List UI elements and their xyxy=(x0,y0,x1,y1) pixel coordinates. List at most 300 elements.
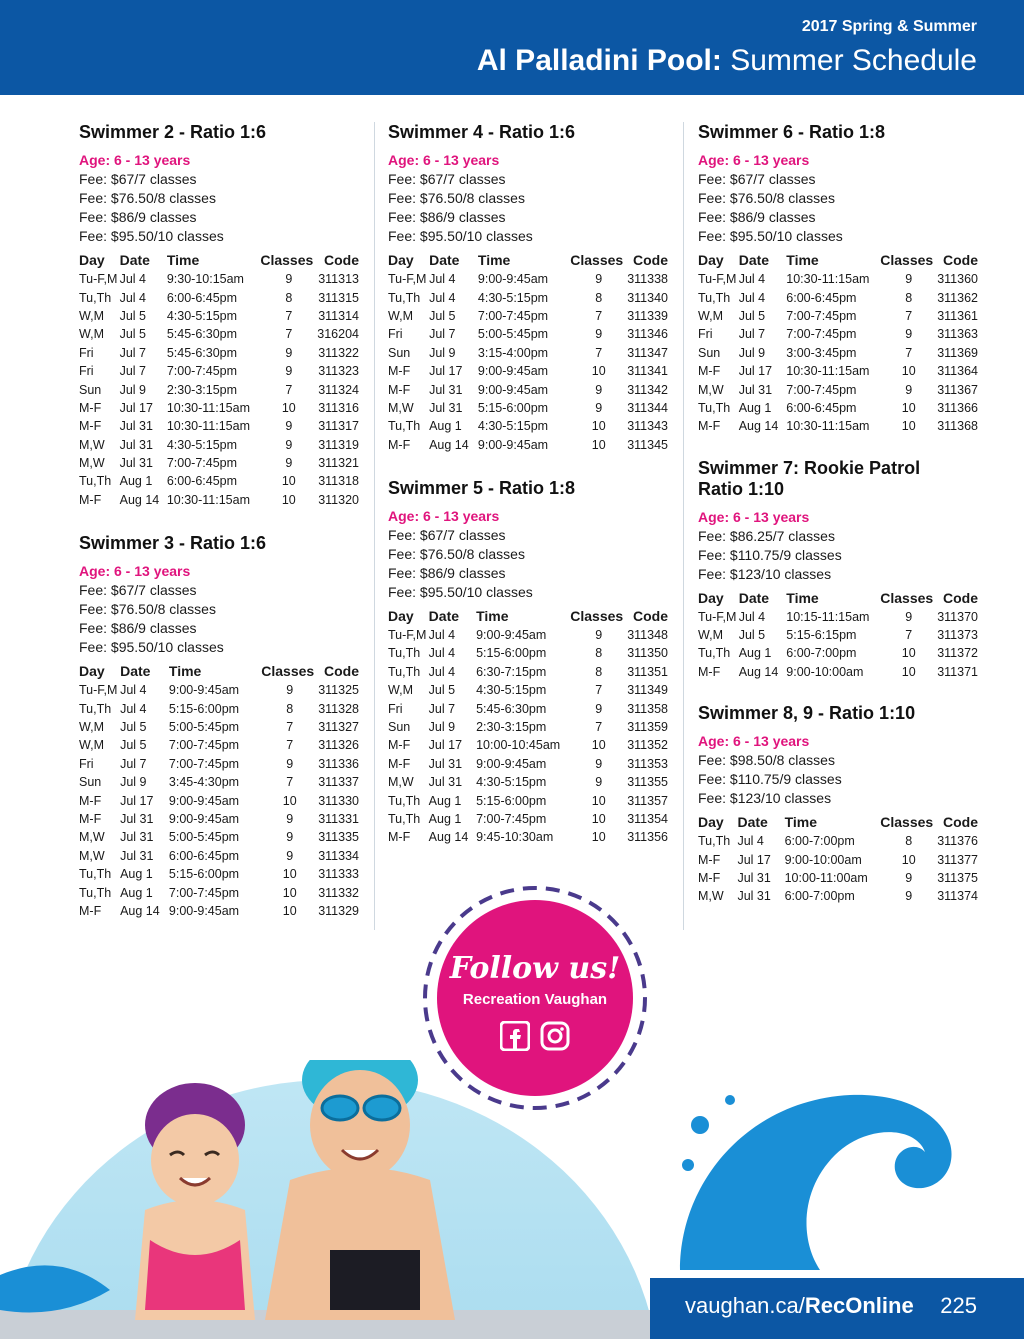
cell-code: 311367 xyxy=(937,382,978,397)
section-title xyxy=(698,458,978,500)
cell-code: 311314 xyxy=(318,308,359,323)
cell-code: 311342 xyxy=(627,382,668,397)
table-row xyxy=(388,344,668,362)
fee-line: Fee: $76.50/8 classes xyxy=(388,545,525,562)
cell-code: 311364 xyxy=(937,364,978,379)
cell-code: 316204 xyxy=(317,327,359,342)
cell-date: Jul 9 xyxy=(429,345,456,360)
cell-classes: 8 xyxy=(905,290,913,305)
fee-line: Fee: $86/9 classes xyxy=(79,209,197,225)
cell-classes: 7 xyxy=(905,628,913,643)
cell-time: 7:00-7:45pm xyxy=(476,812,547,826)
cell-time: 9:00-10:00am xyxy=(786,664,864,679)
table-header-row xyxy=(698,812,978,832)
cell-code: 311343 xyxy=(627,419,668,434)
table-row xyxy=(698,832,978,850)
table-header-row xyxy=(79,250,359,270)
cell-time: 3:45-4:30pm xyxy=(168,775,240,790)
cell-date: Jul 4 xyxy=(119,290,147,305)
cell-day: M-F xyxy=(79,492,102,507)
cell-classes: 9 xyxy=(595,775,603,790)
cell-date: Jul 4 xyxy=(738,272,766,287)
age-range: Age: 6 - 13 years xyxy=(698,152,810,168)
cell-classes: 10 xyxy=(591,738,606,753)
cell-day: M-F xyxy=(388,738,411,753)
cell-day: Fri xyxy=(388,327,403,342)
cell-code: 311355 xyxy=(627,775,668,790)
table-row xyxy=(79,307,359,325)
table-row xyxy=(79,773,359,791)
cell-date: Aug 14 xyxy=(120,903,160,918)
cell-time: 6:00-6:45pm xyxy=(786,400,857,415)
table-row xyxy=(79,718,359,736)
cell-time: 4:30-5:15pm xyxy=(476,683,547,698)
cell-day: Tu,Th xyxy=(79,885,112,900)
cell-code: 311344 xyxy=(627,400,668,415)
cell-classes: 9 xyxy=(595,382,603,397)
table-row xyxy=(79,491,359,509)
cell-day: Tu,Th xyxy=(698,290,731,305)
table-row xyxy=(79,288,359,306)
cell-classes: 7 xyxy=(595,720,603,735)
cell-day: Sun xyxy=(388,720,411,735)
table-row xyxy=(698,887,978,905)
cell-time: 5:15-6:00pm xyxy=(477,400,549,415)
cell-classes: 9 xyxy=(286,830,294,845)
cell-time: 9:00-9:45am xyxy=(168,793,240,808)
cell-day: Sun xyxy=(79,775,102,790)
section-title xyxy=(388,122,668,143)
cell-classes: 10 xyxy=(901,364,916,379)
fee-line: Fee: $86.25/7 classes xyxy=(698,527,835,544)
cell-time: 6:00-6:45pm xyxy=(786,290,857,305)
cell-classes: 7 xyxy=(286,720,294,735)
column-header-code: Code xyxy=(943,252,978,268)
section-title-line: Swimmer 7: Rookie Patrol xyxy=(698,457,921,478)
cell-date: Jul 5 xyxy=(119,327,147,342)
cell-code: 311322 xyxy=(318,345,359,360)
page-title xyxy=(477,44,977,78)
table-row xyxy=(698,362,978,380)
cell-day: M,W xyxy=(79,437,105,452)
table-row xyxy=(698,663,978,681)
cell-code: 311330 xyxy=(318,793,359,808)
cell-day: W,M xyxy=(79,720,104,735)
fee-line: Fee: $67/7 classes xyxy=(388,526,506,543)
column-header-code: Code xyxy=(633,252,668,268)
cell-code: 311340 xyxy=(627,290,668,305)
table-row xyxy=(79,755,359,773)
age-range: Age: 6 - 13 years xyxy=(388,507,500,524)
column-divider xyxy=(683,122,684,930)
cell-date: Jul 17 xyxy=(738,364,773,379)
table-row xyxy=(388,307,668,325)
table-row xyxy=(698,288,978,306)
age-range: Age: 6 - 13 years xyxy=(79,563,191,580)
column-header-code: Code xyxy=(633,607,668,624)
cell-time: 7:00-7:45pm xyxy=(168,885,240,900)
cell-date: Jul 5 xyxy=(429,308,456,323)
cell-day: Tu,Th xyxy=(698,834,731,849)
column-header-time: Time xyxy=(786,252,819,268)
table-row xyxy=(388,270,668,288)
cell-time: 9:00-9:45am xyxy=(477,272,549,287)
cell-date: Aug 1 xyxy=(428,812,462,826)
cell-code: 311359 xyxy=(627,720,668,735)
column-header-time: Time xyxy=(168,663,202,680)
cell-date: Jul 31 xyxy=(119,456,153,471)
cell-date: Jul 4 xyxy=(429,290,456,305)
section-title-line-2: Ratio 1:10 xyxy=(698,478,785,499)
cell-code: 311374 xyxy=(937,889,978,904)
cell-date: Jul 9 xyxy=(120,775,147,790)
cell-code: 311324 xyxy=(318,382,359,397)
fee-line: Fee: $86/9 classes xyxy=(79,620,197,637)
cell-date: Jul 4 xyxy=(738,609,766,624)
section-title-line: Swimmer 2 - Ratio 1:6 xyxy=(79,122,267,142)
cell-date: Aug 14 xyxy=(428,830,469,845)
cell-classes: 10 xyxy=(901,664,916,679)
table-row xyxy=(79,380,359,398)
column-header-day: Day xyxy=(698,252,724,268)
section-title xyxy=(79,122,359,143)
cell-time: 5:15-6:15pm xyxy=(786,628,857,643)
column-1 xyxy=(79,122,359,942)
cell-date: Jul 9 xyxy=(738,345,766,360)
column-header-classes: Classes xyxy=(261,663,315,680)
cell-time: 2:30-3:15pm xyxy=(476,720,547,735)
table-row xyxy=(79,399,359,417)
table-row xyxy=(698,644,978,662)
cell-code: 311339 xyxy=(627,308,668,323)
cell-date: Jul 17 xyxy=(119,400,153,415)
cell-classes: 8 xyxy=(905,834,913,849)
table-row xyxy=(79,810,359,828)
table-row xyxy=(79,681,359,699)
table-row xyxy=(388,810,668,828)
table-row xyxy=(698,270,978,288)
table-row xyxy=(388,736,668,754)
title-bold: Al Palladini Pool: xyxy=(476,44,722,77)
cell-day: Tu-F,M xyxy=(698,609,737,624)
cell-code: 311347 xyxy=(627,345,668,360)
cell-day: M-F xyxy=(79,419,102,434)
cell-date: Jul 31 xyxy=(737,871,771,886)
table-row xyxy=(388,718,668,736)
cell-day: M,W xyxy=(698,889,724,904)
cell-date: Jul 7 xyxy=(429,327,456,342)
cell-date: Jul 5 xyxy=(738,308,766,323)
class-section xyxy=(388,122,668,454)
cell-time: 10:00-11:00am xyxy=(784,871,868,886)
table-header-row xyxy=(698,588,978,608)
cell-code: 311336 xyxy=(318,756,359,771)
fee-line: Fee: $76.50/8 classes xyxy=(388,190,525,206)
cell-day: Tu-F,M xyxy=(388,628,427,643)
table-row xyxy=(698,325,978,343)
table-row xyxy=(698,344,978,362)
cell-classes: 9 xyxy=(286,756,294,771)
cell-time: 5:15-6:00pm xyxy=(476,793,547,808)
schedule-table xyxy=(698,250,978,436)
cell-day: Tu,Th xyxy=(388,419,421,434)
cell-day: W,M xyxy=(698,308,723,323)
column-header-classes: Classes xyxy=(570,607,624,624)
cell-day: Tu,Th xyxy=(79,290,112,305)
table-row xyxy=(388,663,668,681)
cell-code: 311352 xyxy=(627,738,668,753)
column-2 xyxy=(388,122,668,869)
cell-time: 10:30-11:15am xyxy=(786,419,870,434)
cell-time: 10:30-11:15am xyxy=(786,364,870,379)
cell-day: W,M xyxy=(388,308,413,323)
footer-url[interactable] xyxy=(685,1293,914,1319)
cell-day: Sun xyxy=(388,345,411,360)
column-header-time: Time xyxy=(784,814,818,831)
schedule-table xyxy=(388,606,668,847)
section-title-line: Swimmer 6 - Ratio 1:8 xyxy=(698,122,886,142)
cell-code: 311375 xyxy=(937,871,978,886)
cell-code: 311327 xyxy=(318,720,359,735)
cell-code: 311332 xyxy=(318,885,359,900)
cell-date: Aug 1 xyxy=(429,419,462,434)
cell-time: 5:15-6:00pm xyxy=(168,701,240,716)
fee-line: Fee: $76.50/8 classes xyxy=(79,190,216,206)
cell-date: Jul 31 xyxy=(737,889,771,904)
cell-classes: 10 xyxy=(901,419,916,434)
column-header-date: Date xyxy=(737,814,768,831)
cell-day: Tu-F,M xyxy=(79,683,118,698)
cell-time: 9:00-9:45am xyxy=(168,903,240,918)
cell-time: 4:30-5:15pm xyxy=(477,419,549,434)
cell-date: Jul 31 xyxy=(428,775,463,790)
cell-code: 311372 xyxy=(937,646,978,661)
cell-time: 9:00-9:45am xyxy=(168,812,240,826)
schedule-table xyxy=(698,588,978,682)
table-row xyxy=(698,399,978,417)
cell-date: Aug 1 xyxy=(428,793,462,808)
cell-code: 311376 xyxy=(937,834,978,849)
table-row xyxy=(79,828,359,846)
cell-date: Aug 1 xyxy=(738,400,772,415)
cell-date: Jul 31 xyxy=(429,400,463,415)
table-row xyxy=(79,699,359,717)
cell-date: Jul 31 xyxy=(429,382,463,397)
cell-time: 9:00-9:45am xyxy=(477,382,549,397)
cell-day: M-F xyxy=(388,382,411,397)
table-header-row xyxy=(388,606,668,626)
cell-date: Jul 5 xyxy=(120,720,147,735)
column-header-day: Day xyxy=(698,814,724,831)
cell-date: Jul 7 xyxy=(119,345,147,360)
table-row xyxy=(79,325,359,343)
cell-date: Jul 5 xyxy=(120,738,147,753)
age-range: Age: 6 - 13 years xyxy=(388,152,500,168)
cell-time: 5:00-5:45pm xyxy=(477,327,549,342)
table-row xyxy=(79,362,359,380)
table-row xyxy=(388,362,668,380)
fee-line: Fee: $95.50/10 classes xyxy=(79,228,224,244)
cell-day: W,M xyxy=(79,327,104,342)
cell-classes: 9 xyxy=(285,437,293,452)
instagram-icon[interactable] xyxy=(540,1021,570,1051)
cell-day: M-F xyxy=(79,903,102,918)
cell-classes: 10 xyxy=(591,812,606,826)
table-row xyxy=(388,791,668,809)
table-row xyxy=(388,626,668,644)
cell-day: Sun xyxy=(698,345,721,360)
fee-line: Fee: $76.50/8 classes xyxy=(698,190,835,206)
cell-code: 311319 xyxy=(318,437,359,452)
cell-date: Jul 17 xyxy=(428,738,463,753)
cell-classes: 10 xyxy=(282,793,297,808)
class-section xyxy=(79,122,359,509)
table-header-row xyxy=(388,250,668,270)
table-row xyxy=(79,736,359,754)
table-header-row xyxy=(79,661,359,681)
cell-day: W,M xyxy=(79,738,104,753)
cell-classes: 9 xyxy=(285,419,293,434)
cell-classes: 9 xyxy=(595,756,603,771)
table-row xyxy=(388,288,668,306)
cell-code: 311329 xyxy=(318,903,359,918)
column-header-time: Time xyxy=(786,589,819,606)
cell-code: 311346 xyxy=(627,327,668,342)
cell-code: 311349 xyxy=(627,683,668,698)
cell-date: Aug 14 xyxy=(429,437,469,452)
fee-line: Fee: $95.50/10 classes xyxy=(698,228,843,244)
fee-line: Fee: $110.75/9 classes xyxy=(698,546,842,563)
table-row xyxy=(388,755,668,773)
footer-url-bold: RecOnline xyxy=(804,1293,914,1318)
column-header-code: Code xyxy=(324,663,359,680)
cell-date: Jul 5 xyxy=(428,683,456,698)
column-header-date: Date xyxy=(428,607,460,624)
facebook-icon[interactable] xyxy=(500,1021,530,1051)
cell-day: Fri xyxy=(79,345,94,360)
cell-classes: 10 xyxy=(591,364,606,379)
section-title-line: Swimmer 8, 9 - Ratio 1:10 xyxy=(698,703,916,724)
column-header-date: Date xyxy=(738,252,770,268)
cell-code: 311363 xyxy=(937,327,978,342)
fee-line: Fee: $98.50/8 classes xyxy=(698,752,835,769)
cell-code: 311351 xyxy=(627,664,668,679)
cell-code: 311361 xyxy=(937,308,978,323)
cell-date: Jul 17 xyxy=(429,364,463,379)
table-row xyxy=(79,865,359,883)
cell-classes: 8 xyxy=(595,290,603,305)
cell-code: 311369 xyxy=(937,345,978,360)
cell-classes: 7 xyxy=(285,308,293,323)
footer-url-plain: vaughan.ca/ xyxy=(685,1293,805,1318)
cell-code: 311373 xyxy=(937,628,978,643)
cell-classes: 7 xyxy=(285,327,293,342)
cell-day: M,W xyxy=(79,830,105,845)
fee-line: Fee: $67/7 classes xyxy=(388,171,506,187)
cell-date: Aug 1 xyxy=(120,885,153,900)
cell-time: 6:00-6:45pm xyxy=(166,474,238,489)
cell-classes: 7 xyxy=(286,738,294,753)
table-row xyxy=(79,417,359,435)
cell-day: M-F xyxy=(388,364,411,379)
cell-classes: 8 xyxy=(286,701,294,716)
cell-date: Jul 4 xyxy=(120,701,147,716)
cell-time: 4:30-5:15pm xyxy=(166,308,238,323)
cell-code: 311325 xyxy=(318,683,359,698)
fee-line: Fee: $95.50/10 classes xyxy=(388,228,533,244)
column-header-classes: Classes xyxy=(570,252,624,268)
fee-line: Fee: $95.50/10 classes xyxy=(388,583,533,600)
cell-date: Jul 5 xyxy=(738,628,766,643)
cell-date: Jul 31 xyxy=(119,419,153,434)
table-row xyxy=(388,681,668,699)
cell-classes: 8 xyxy=(285,290,293,305)
table-row xyxy=(79,883,359,901)
table-row xyxy=(388,380,668,398)
cell-date: Aug 14 xyxy=(738,419,779,434)
section-title xyxy=(388,478,668,499)
cell-code: 311345 xyxy=(627,437,668,452)
table-row xyxy=(698,869,978,887)
table-row xyxy=(698,626,978,644)
cell-date: Aug 1 xyxy=(120,867,153,882)
table-row xyxy=(79,847,359,865)
cell-time: 4:30-5:15pm xyxy=(476,775,547,790)
cell-classes: 9 xyxy=(595,272,603,287)
cell-classes: 7 xyxy=(285,382,293,397)
class-section xyxy=(79,533,359,920)
cell-time: 7:00-7:45pm xyxy=(786,327,857,342)
follow-us-badge xyxy=(420,883,650,1113)
cell-time: 10:30-11:15am xyxy=(166,419,250,434)
cell-classes: 10 xyxy=(591,437,606,452)
cell-day: Tu-F,M xyxy=(79,272,118,287)
cell-code: 311371 xyxy=(937,664,978,679)
cell-date: Jul 5 xyxy=(119,308,147,323)
cell-classes: 9 xyxy=(595,628,603,643)
table-row xyxy=(388,325,668,343)
cell-time: 5:45-6:30pm xyxy=(166,327,238,342)
table-row xyxy=(79,344,359,362)
cell-time: 10:30-11:15am xyxy=(166,400,250,415)
cell-day: M-F xyxy=(698,852,721,867)
cell-time: 10:30-11:15am xyxy=(166,492,250,507)
cell-classes: 10 xyxy=(281,492,296,507)
cell-date: Aug 1 xyxy=(119,474,153,489)
class-section xyxy=(698,703,978,906)
cell-time: 9:45-10:30am xyxy=(476,830,554,845)
cell-classes: 7 xyxy=(286,775,294,790)
fee-line: Fee: $86/9 classes xyxy=(388,209,506,225)
cell-date: Jul 31 xyxy=(428,756,463,771)
cell-code: 311333 xyxy=(318,867,359,882)
cell-time: 3:00-3:45pm xyxy=(786,345,857,360)
section-title xyxy=(698,703,978,724)
cell-day: M-F xyxy=(698,364,721,379)
cell-classes: 9 xyxy=(595,327,603,342)
social-icons xyxy=(500,1021,570,1056)
age-range: Age: 6 - 13 years xyxy=(698,508,810,525)
cell-day: M,W xyxy=(698,382,724,397)
cell-code: 311353 xyxy=(627,756,668,771)
page-footer xyxy=(650,1278,1024,1339)
column-header-code: Code xyxy=(943,814,978,831)
cell-time: 5:15-6:00pm xyxy=(476,646,547,661)
cell-time: 7:00-7:45pm xyxy=(168,738,240,753)
cell-day: M,W xyxy=(388,400,414,415)
table-row xyxy=(388,399,668,417)
cell-date: Jul 31 xyxy=(120,830,154,845)
